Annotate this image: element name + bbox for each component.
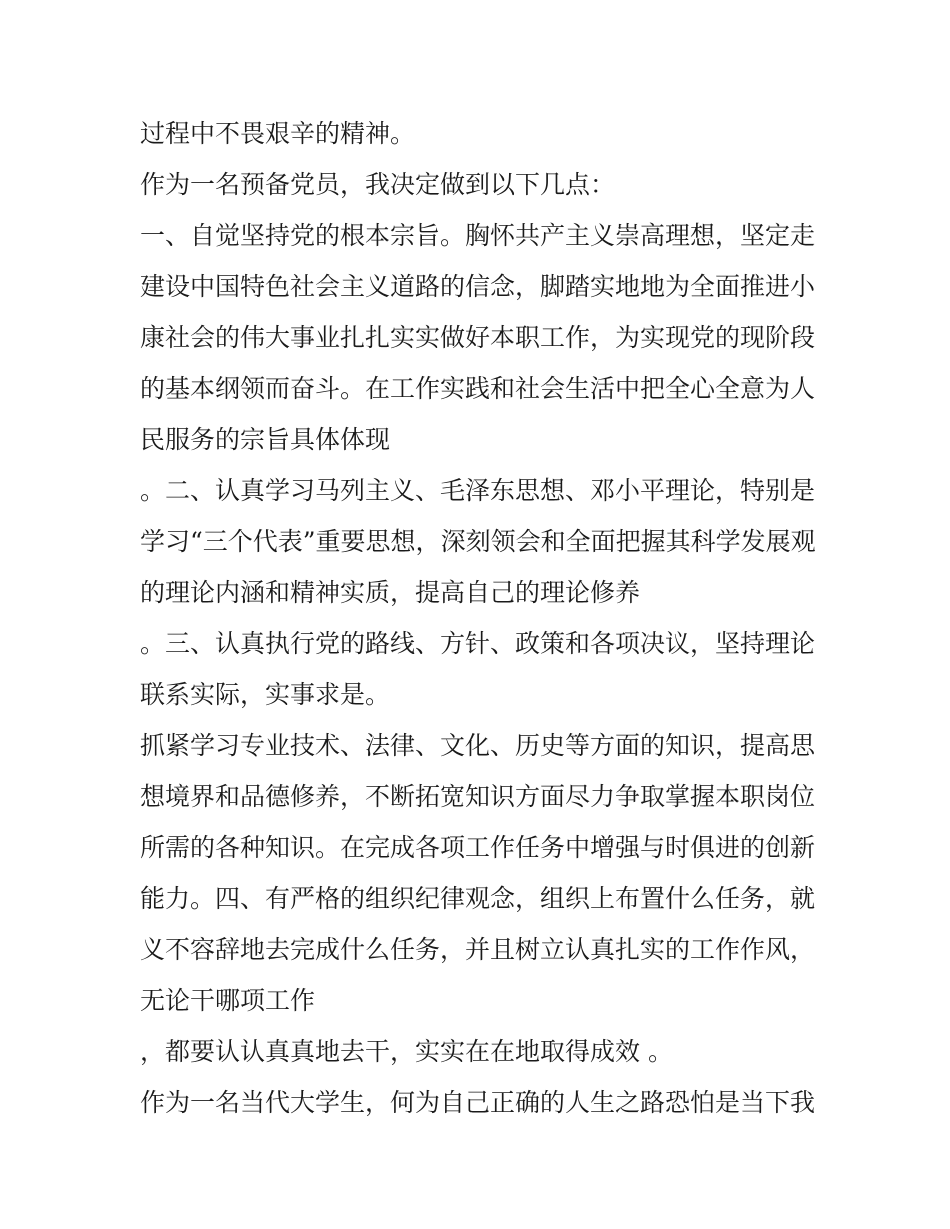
text-line: ，都要认认真真地去干，实实在在地取得成效 。 [140,1037,673,1066]
text-line: 建设中国特色社会主义道路的信念，脚踏实地地为全面推进小 [140,272,816,301]
text-line: 联系实际，实事求是。 [140,680,391,709]
text-line: 抓紧学习专业技术、法律、文化、历史等方面的知识，提高思 [140,731,816,760]
text-line: 的基本纲领而奋斗。在工作实践和社会生活中把全心全意为人 [140,374,816,403]
text-line: 学习“三个代表”重要思想，深刻领会和全面把握其科学发展观 [140,527,816,556]
text-line: 义不容辞地去完成什么任务，并且树立认真扎实的工作作风， [140,935,816,964]
text-line: 民服务的宗旨具体体现 [140,425,391,454]
text-line: 一、自觉坚持党的根本宗旨。胸怀共产主义崇高理想，坚定走 [140,221,816,250]
text-line: 作为一名预备党员，我决定做到以下几点： [140,170,616,199]
text-line: 康社会的伟大事业扎扎实实做好本职工作，为实现党的现阶段 [140,323,816,352]
text-line: 的理论内涵和精神实质，提高自己的理论修养 [140,578,641,607]
document-body [140,108,820,1128]
text-line: 能力。四、有严格的组织纪律观念，组织上布置什么任务，就 [140,884,816,913]
text-line: 无论干哪项工作 [140,986,316,1015]
text-line: 。二、认真学习马列主义、毛泽东思想、邓小平理论，特别是 [140,476,816,505]
text-line: 所需的各种知识。在完成各项工作任务中增强与时俱进的创新 [140,833,816,862]
text-line: 想境界和品德修养，不断拓宽知识方面尽力争取掌握本职岗位 [140,782,816,811]
text-line: 过程中不畏艰辛的精神。 [140,119,416,148]
text-line: 。三、认真执行党的路线、方针、政策和各项决议，坚持理论 [140,629,816,658]
text-line: 作为一名当代大学生，何为自己正确的人生之路恐怕是当下我 [140,1088,816,1117]
